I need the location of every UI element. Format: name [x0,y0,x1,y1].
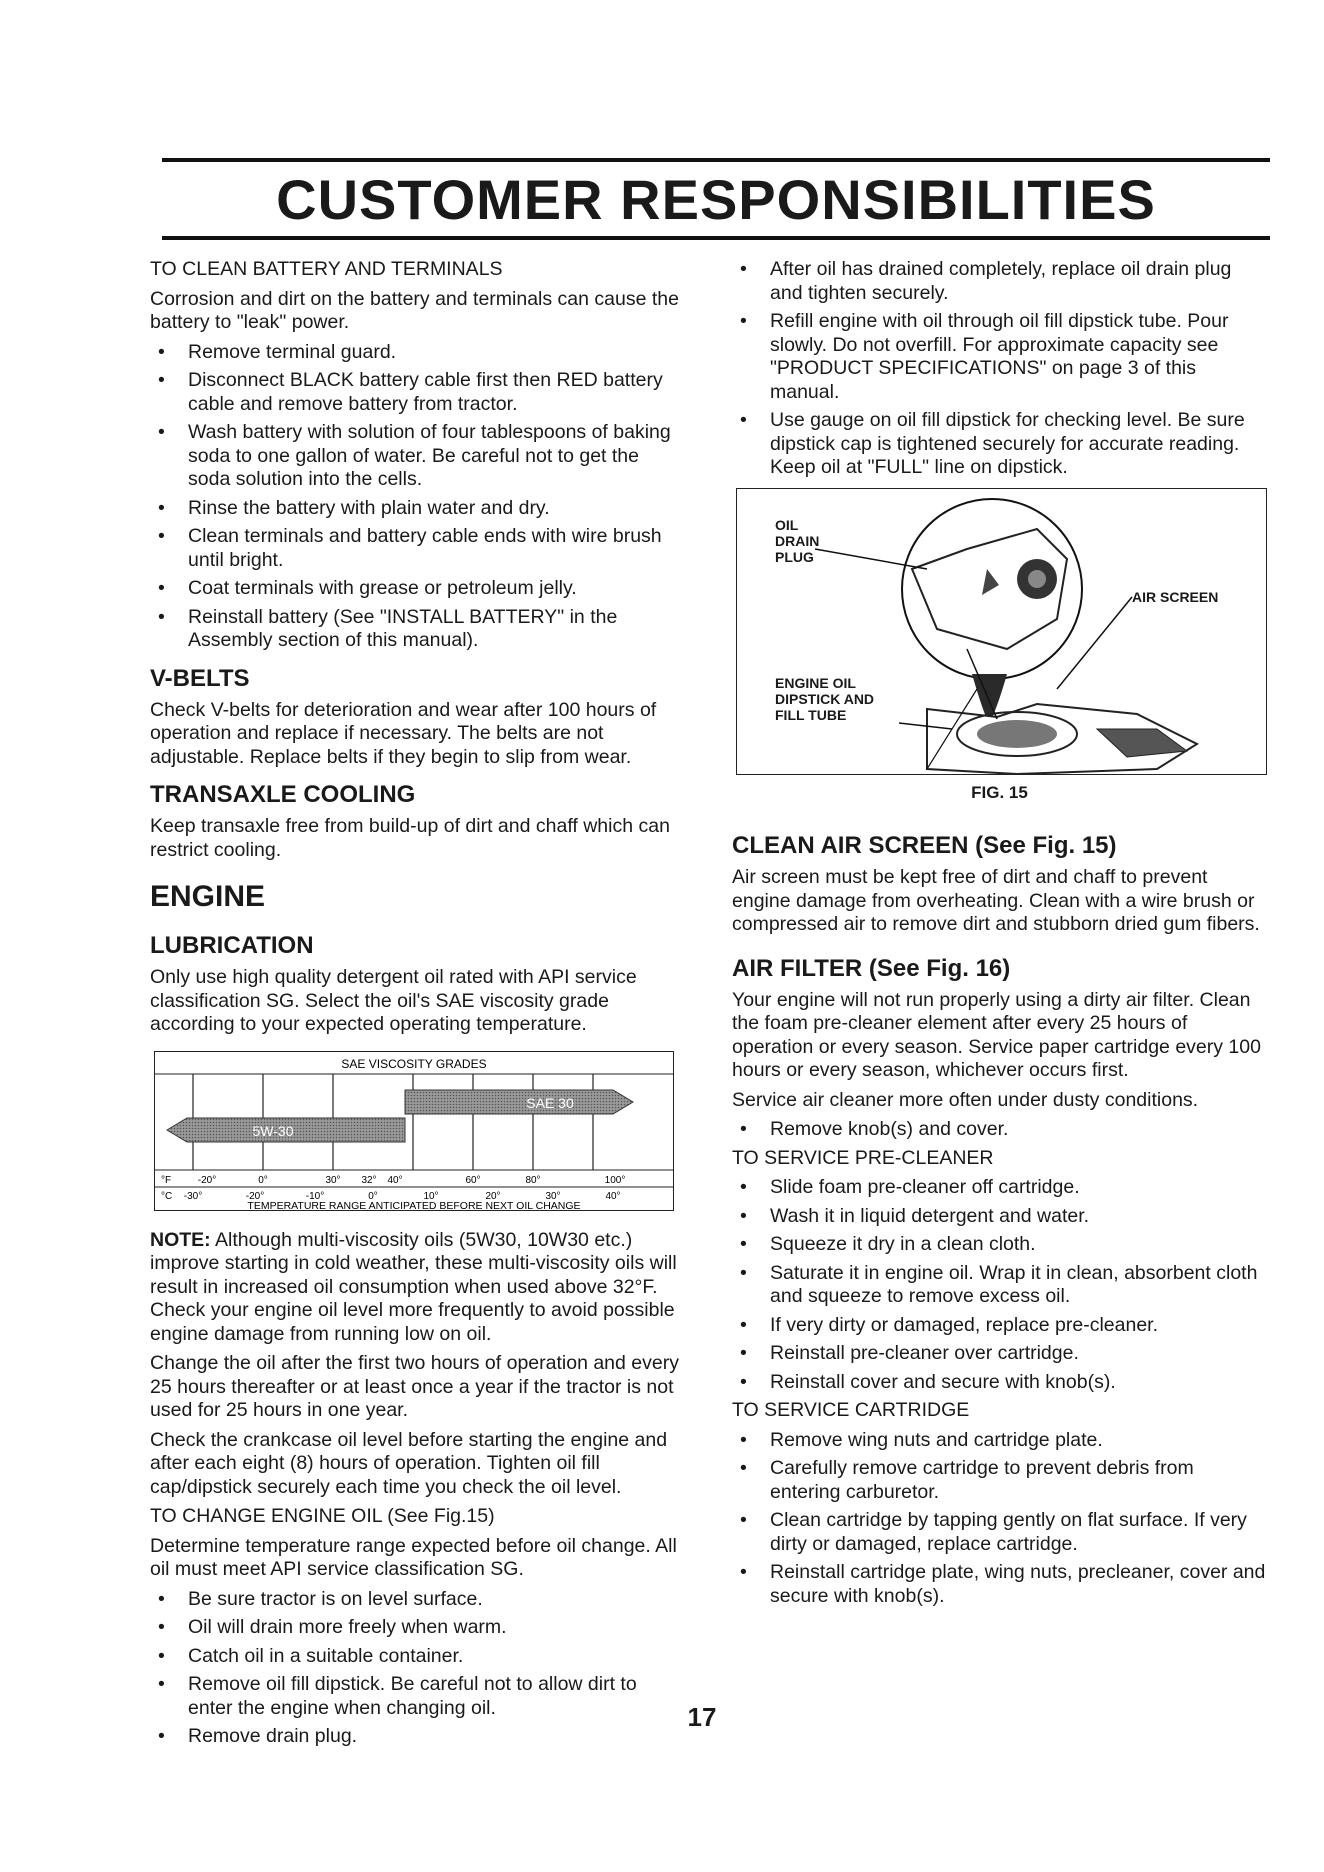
svg-text:-10°: -10° [305,1190,325,1202]
page-title: CUSTOMER RESPONSIBILITIES [276,168,1156,231]
list-item: • Remove terminal guard. [150,341,680,365]
list-item: • Carefully remove cartridge to prevent debris from entering carburetor. [732,1457,1267,1504]
svg-text:40°: 40° [605,1190,621,1202]
list-item: • After oil has drained completely, replace oil drain plug and tighten securely. [732,258,1267,305]
remove-knob-list [732,1118,1267,1142]
precleaner-list [732,1176,1267,1394]
list-item: • Refill engine with oil through oil fill dipstick tube. Pour slowly. Do not overfill. For approximate capacity see "PRODUCT SPECIFICATIONS" on page 3 of this manual. [732,310,1267,404]
list-item: • Remove drain plug. [150,1725,680,1749]
change-oil-paragraph: Change the oil after the first two hours of operation and every 25 hours thereafter or at least once a year if the tractor is not used for 25 hours in one year. [150,1352,679,1421]
battery-list [150,341,680,653]
air-filter-text: Your engine will not run properly using a dirty air filter. Clean the foam pre-cleaner element after every 25 hours of operation or every season. Service paper cartridge every 100 hours or every season, whichever occurs first. [732,988,1261,1081]
svg-text:30°: 30° [325,1174,341,1186]
svg-text:°F: °F [161,1174,172,1186]
list-item: • Squeeze it dry in a clean cloth. [732,1233,1267,1257]
figure-15 [736,488,1267,775]
svg-text:0°: 0° [258,1174,268,1186]
air-screen-heading: CLEAN AIR SCREEN (See Fig. 15) [732,832,1117,859]
svg-text:20°: 20° [485,1190,501,1202]
list-item: • Clean cartridge by tapping gently on flat surface. If very dirty or damaged, replace cartridge. [732,1509,1267,1556]
title-rule [162,236,1270,240]
svg-text:40°: 40° [387,1174,403,1186]
list-item: • Be sure tractor is on level surface. [150,1588,680,1612]
oil-drain-plug-label: OIL DRAIN PLUG [775,516,820,565]
svg-text:-20°: -20° [245,1190,265,1202]
cartridge-heading: TO SERVICE CARTRIDGE [732,1399,970,1421]
svg-text:30°: 30° [545,1190,561,1202]
list-item: • Wash it in liquid detergent and water. [732,1205,1267,1229]
list-item: • Slide foam pre-cleaner off cartridge. [732,1176,1267,1200]
sae30-label: SAE 30 [526,1094,574,1111]
list-item: • Clean terminals and battery cable ends with wire brush until bright. [150,525,680,572]
list-item: • Reinstall battery (See "INSTALL BATTERY" in the Assembly section of this manual). [150,606,680,653]
svg-text:60°: 60° [465,1174,481,1186]
list-item: • Reinstall cartridge plate, wing nuts, precleaner, cover and secure with knob(s). [732,1561,1267,1608]
oil-fill-list [732,258,1267,480]
dusty-text: Service air cleaner more often under dusty conditions. [732,1088,1199,1111]
air-screen-text: Air screen must be kept free of dirt and chaff to prevent engine damage from overheating. Clean with a wire brush or compressed air to remove dirt and stubborn dried gum fibers. [732,866,1260,935]
vbelts-heading: V-BELTS [150,664,250,692]
svg-text:°C: °C [161,1190,173,1202]
list-item: • Reinstall cover and secure with knob(s). [732,1371,1267,1395]
list-item: • Use gauge on oil fill dipstick for checking level. Be sure dipstick cap is tightened securely for accurate reading. Keep oil at "FULL" line on dipstick. [732,409,1267,480]
list-item: • Saturate it in engine oil. Wrap it in clean, absorbent cloth and squeeze to remove excess oil. [732,1262,1267,1309]
left-column [150,258,680,1754]
list-item: • Coat terminals with grease or petroleum jelly. [150,577,680,601]
cartridge-list [732,1429,1267,1609]
list-item: • Wash battery with solution of four tablespoons of baking soda to one gallon of water. Be careful not to get the soda solution into the cells. [150,421,680,492]
list-item: • Remove wing nuts and cartridge plate. [732,1429,1267,1453]
svg-text:80°: 80° [525,1174,541,1186]
list-item: • Reinstall pre-cleaner over cartridge. [732,1342,1267,1366]
lubrication-text: Only use high quality detergent oil rated with API service classification SG. Select the oil's SAE viscosity grade according to your expected operating temperature. [150,966,637,1035]
battery-heading: TO CLEAN BATTERY AND TERMINALS [150,258,503,280]
sw30-label: 5W-30 [252,1122,294,1139]
svg-text:0°: 0° [368,1190,378,1202]
chart-title: SAE VISCOSITY GRADES [341,1056,487,1071]
svg-text:32°: 32° [361,1174,377,1186]
air-screen-label: AIR SCREEN [1132,588,1219,605]
change-oil-list [150,1588,680,1749]
page-number: 17 [687,1702,717,1732]
list-item: • Rinse the battery with plain water and dry. [150,497,680,521]
list-item: • Remove knob(s) and cover. [732,1118,1267,1142]
list-item: • Remove oil fill dipstick. Be careful not to allow dirt to enter the engine when changing oil. [150,1673,680,1720]
transaxle-heading: TRANSAXLE COOLING [150,781,416,808]
note-paragraph: NOTE: Although multi-viscosity oils (5W30, 10W30 etc.) improve starting in cold weather, these multi-viscosity oils will result in increased oil consumption when used above 32°F. Check your engine oil level more frequently to avoid possible engine damage from running low on oil. [150,1228,677,1345]
vbelts-text: Check V-belts for deterioration and wear after 100 hours of operation and replace if necessary. The belts are not adjustable. Replace belts if they begin to slip from wear. [150,698,657,768]
svg-text:10°: 10° [423,1190,439,1202]
determine-paragraph: Determine temperature range expected before oil change. All oil must meet API service classification SG. [150,1534,677,1580]
top-rule [162,158,1270,162]
list-item: • If very dirty or damaged, replace pre-cleaner. [732,1314,1267,1338]
list-item: • Oil will drain more freely when warm. [150,1616,680,1640]
battery-intro: Corrosion and dirt on the battery and terminals can cause the battery to "leak" power. [150,287,679,333]
check-oil-paragraph: Check the crankcase oil level before starting the engine and after each eight (8) hours of operation. Tighten oil fill cap/dipstick securely each time you check the oil level. [150,1428,668,1498]
svg-text:-30°: -30° [183,1190,203,1202]
dipstick-label: ENGINE OIL DIPSTICK AND FILL TUBE [775,674,875,723]
transaxle-text: Keep transaxle free from build-up of dirt and chaff which can restrict cooling. [150,815,670,861]
svg-text:-20°: -20° [197,1174,217,1186]
right-column [732,258,1267,1613]
list-item: • Catch oil in a suitable container. [150,1645,680,1669]
change-oil-heading: TO CHANGE ENGINE OIL (See Fig.15) [150,1505,495,1527]
list-item: • Disconnect BLACK battery cable first then RED battery cable and remove battery from tractor. [150,369,680,416]
viscosity-chart [154,1051,674,1211]
engine-heading: ENGINE [150,880,266,913]
lubrication-heading: LUBRICATION [150,932,314,959]
figure-caption: FIG. 15 [971,782,1028,802]
air-filter-heading: AIR FILTER (See Fig. 16) [732,954,1011,982]
svg-text:100°: 100° [604,1174,626,1186]
chart-footer: TEMPERATURE RANGE ANTICIPATED BEFORE NEXT OIL CHANGE [247,1199,581,1210]
precleaner-heading: TO SERVICE PRE-CLEANER [732,1146,994,1169]
